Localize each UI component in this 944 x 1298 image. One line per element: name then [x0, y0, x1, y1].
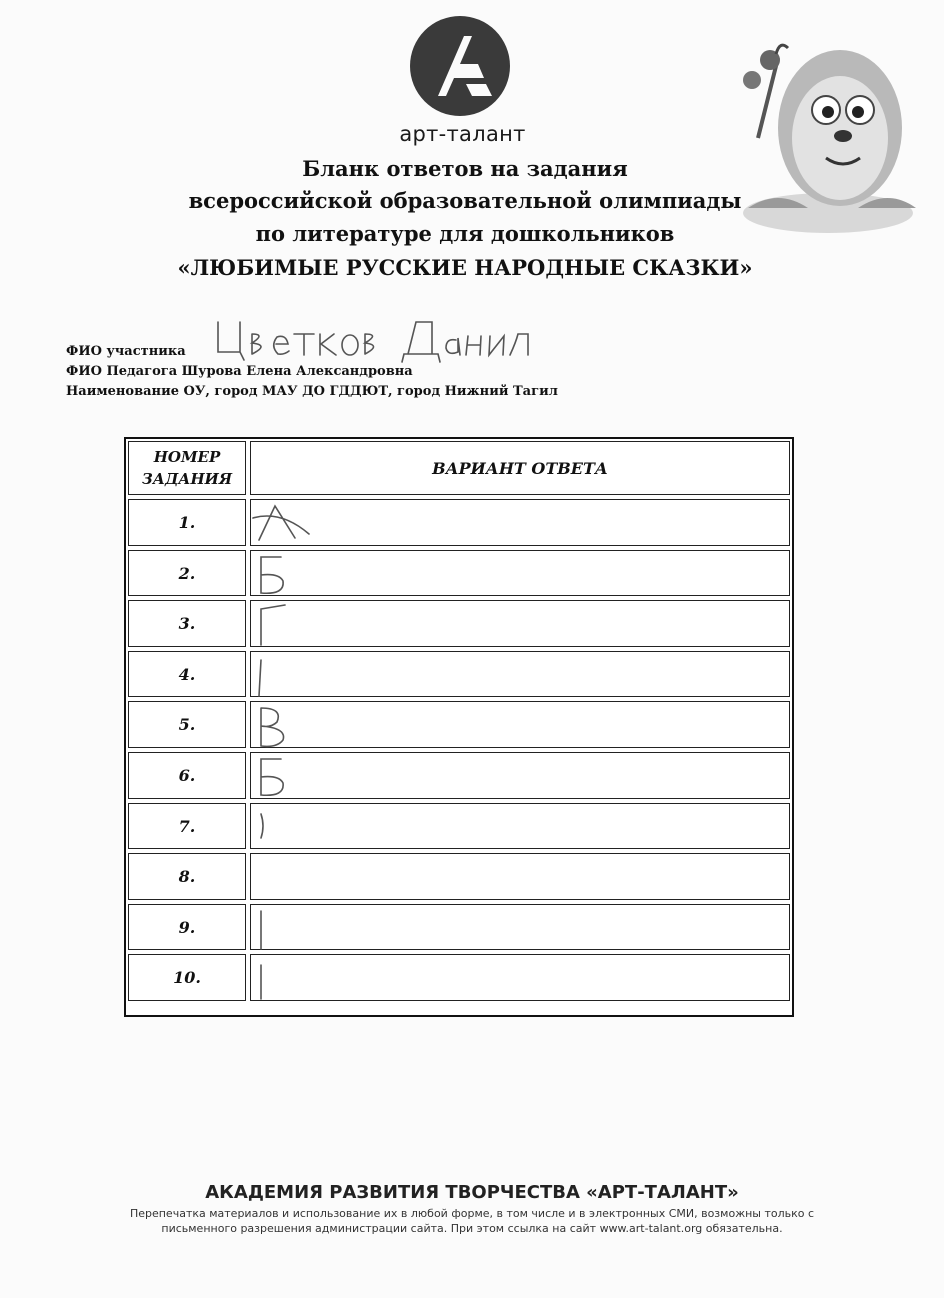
answer-glyph: [261, 814, 263, 838]
teacher-name: Шурова Елена Александровна: [181, 364, 413, 379]
answer-cell: [250, 499, 790, 546]
participant-row: [66, 344, 186, 359]
task-number-cell: 4.: [128, 651, 246, 698]
answer-column-header: ВАРИАНТ ОТВЕТА: [250, 441, 790, 495]
task-number-cell: 7.: [128, 803, 246, 850]
answer-glyph: [259, 660, 261, 696]
answer-cell: [250, 803, 790, 850]
task-number-cell: 8.: [128, 853, 246, 900]
footer-organization: АКАДЕМИЯ РАЗВИТИЯ ТВОРЧЕСТВА «АРТ-ТАЛАНТ»: [205, 1182, 739, 1203]
answer-cell: [250, 904, 790, 951]
school-name: МАУ ДО ГДДЮТ, город Нижний Тагил: [262, 384, 558, 399]
handwritten-answer: [251, 551, 791, 597]
handwritten-answer: [251, 702, 791, 748]
answer-cell: [250, 701, 790, 748]
handwritten-answer: [251, 804, 791, 850]
answer-cell: [250, 853, 790, 900]
teacher-row: [66, 364, 413, 379]
task-number-cell: 1.: [128, 499, 246, 546]
brand-name: арт-талант: [399, 122, 526, 146]
school-row: [66, 384, 558, 399]
task-number-cell: 5.: [128, 701, 246, 748]
answer-glyph: [261, 759, 283, 795]
handwritten-answer: [251, 753, 791, 799]
handwritten-answer: [251, 905, 791, 951]
participant-label: ФИО участника: [66, 344, 186, 359]
answer-glyph: [253, 506, 309, 540]
number-header-line-2: ЗАДАНИЯ: [141, 470, 233, 488]
task-number-cell: 6.: [128, 752, 246, 799]
handwritten-answer: [251, 500, 791, 546]
task-number-cell: 10.: [128, 954, 246, 1001]
handwritten-answer: [251, 601, 791, 647]
handwritten-answer: [251, 854, 791, 900]
title-line-2: всероссийской образовательной олимпиады: [188, 188, 742, 213]
answer-glyph: [261, 557, 283, 593]
participant-name-handwriting: [210, 312, 550, 367]
footer-note-line-1: Перепечатка материалов и использование их в любой форме, в том числе и в электронных СМИ, возможны только с: [129, 1207, 815, 1220]
number-header-line-1: НОМЕР: [153, 448, 221, 466]
task-number-cell: 3.: [128, 600, 246, 647]
answer-cell: [250, 752, 790, 799]
answer-cell: [250, 954, 790, 1001]
handwritten-answer: [251, 955, 791, 1001]
answer-cell: [250, 651, 790, 698]
answer-table: [124, 437, 794, 1017]
answer-cell: [250, 550, 790, 597]
title-line-1: Бланк ответов на задания: [302, 156, 628, 181]
title-line-4: «ЛЮБИМЫЕ РУССКИЕ НАРОДНЫЕ СКАЗКИ»: [177, 255, 753, 280]
task-number-cell: 9.: [128, 904, 246, 951]
answer-glyph: [261, 708, 284, 746]
answer-glyph: [261, 605, 285, 645]
footer-note-line-2: письменного разрешения администрации сайта. При этом ссылка на сайт www.art-talant.org обязательна.: [161, 1222, 783, 1235]
title-line-3: по литературе для дошкольников: [255, 221, 675, 246]
art-talant-logo: [408, 14, 512, 118]
task-number-cell: 2.: [128, 550, 246, 597]
number-column-header: [128, 441, 246, 495]
handwritten-answer: [251, 652, 791, 698]
teacher-label: ФИО Педагога: [66, 364, 178, 379]
answer-cell: [250, 600, 790, 647]
school-label: Наименование ОУ, город: [66, 384, 258, 399]
